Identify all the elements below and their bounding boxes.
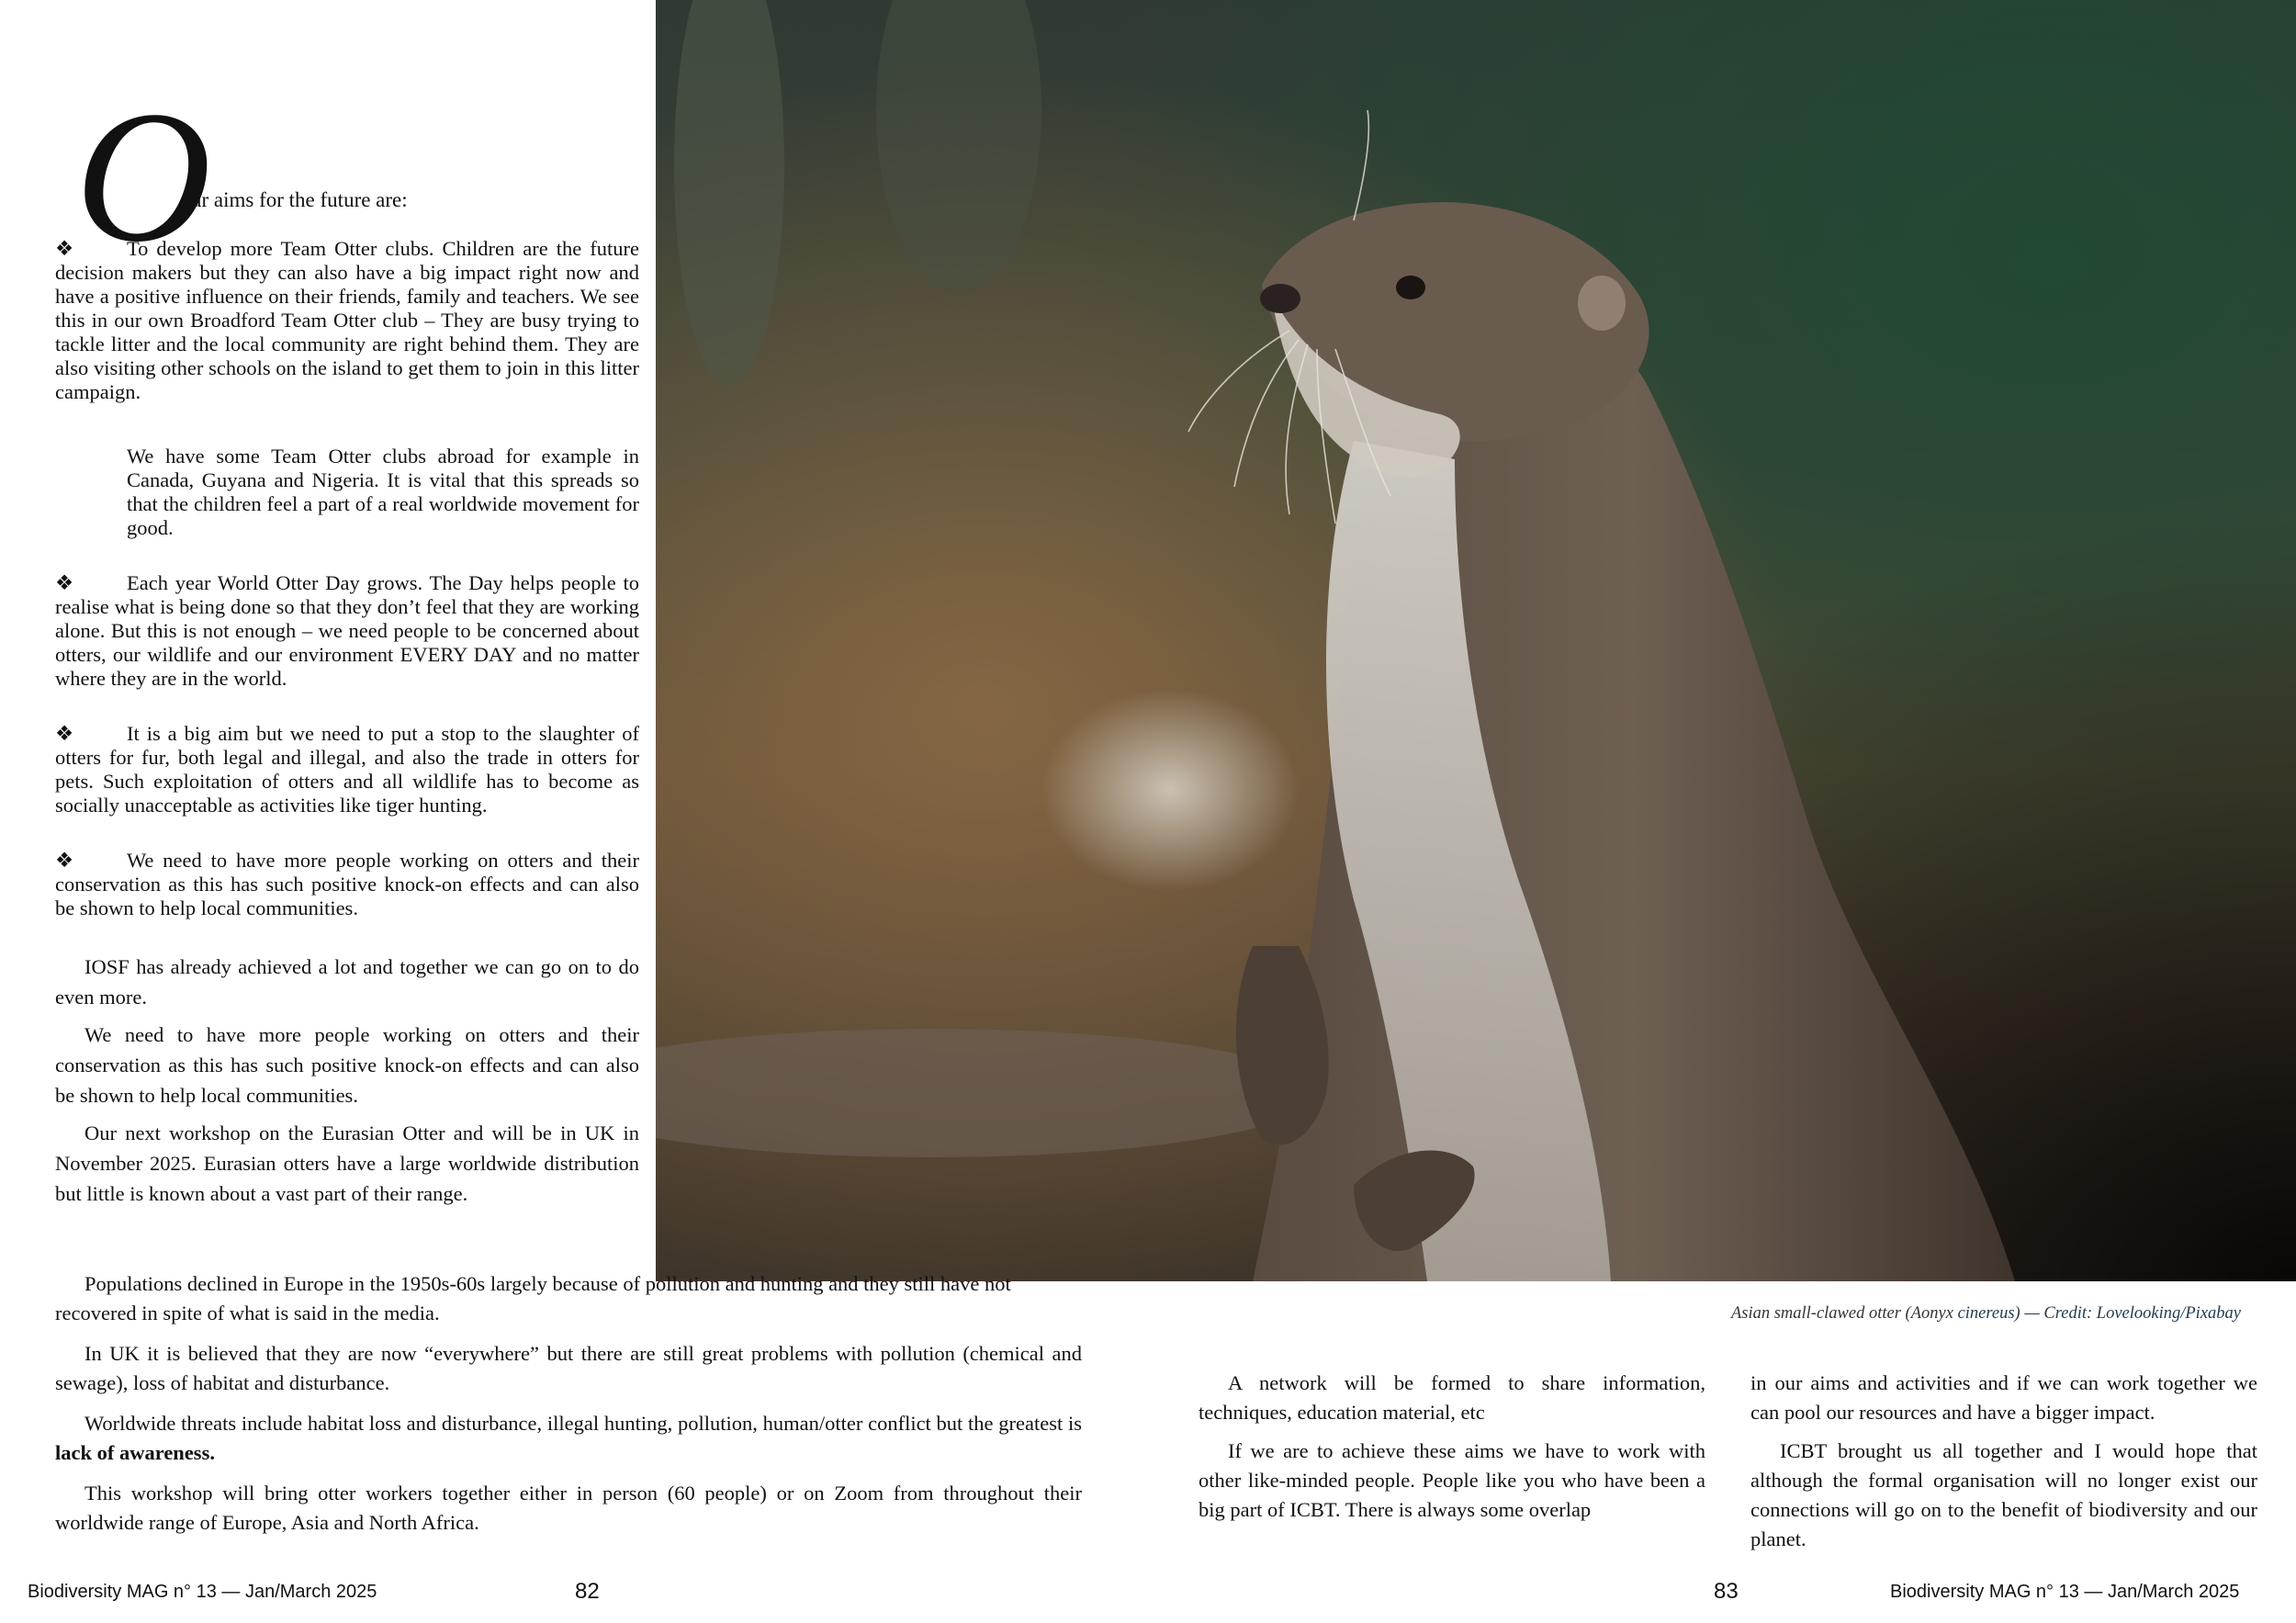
bullet-item: ❖ It is a big aim but we need to put a stop to the slaughter of otters for fur, both legal and illegal, and also the trade in otters for pets. Such exploitation of otters and all wildlife has to become as socially unacceptable as activities like tiger hunting. (55, 722, 639, 817)
bullet-item: ❖ Each year World Otter Day grows. The Day helps people to realise what is being done so that they don’t feel that they are working alone. But this is not enough – we need people to be concerned about otters, our wildlife and our environment EVERY DAY and no matter where they are in the world. (55, 571, 639, 690)
bullet-icon: ❖ (55, 237, 74, 260)
otter-photo (656, 0, 2296, 1281)
emphasis-text: lack of awareness. (55, 1441, 215, 1464)
footer-left-title: Biodiversity MAG n° 13 — Jan/March 2025 (28, 1582, 377, 1602)
body-paragraph: Worldwide threats include habitat loss and disturbance, illegal hunting, pollution, human/otter conflict but the greatest is lack of awareness. (55, 1412, 1082, 1464)
bullet-icon: ❖ (55, 849, 74, 872)
body-paragraph: In UK it is believed that they are now “everywhere” but there are still great problems with pollution (chemical and sewage), loss of habitat and disturbance. (55, 1342, 1082, 1394)
body-paragraph: ICBT brought us all together and I would hope that although the formal organisation will no longer exist our connections will go on to the benefit of biodiversity and our planet. (1750, 1439, 2257, 1550)
otter-illustration (656, 0, 2296, 1281)
body-paragraph: Our next workshop on the Eurasian Otter and will be in UK in November 2025. Eurasian otters have a large worldwide distribution but little is known about a vast part of their range. (55, 1121, 639, 1205)
body-paragraph: This workshop will bring otter workers together either in person (60 people) or on Zoom from throughout their worldwide range of Europe, Asia and North Africa. (55, 1482, 1082, 1534)
bullet-icon: ❖ (55, 722, 74, 745)
body-paragraph: We need to have more people working on otters and their conservation as this has such positive knock-on effects and can also be shown to help local communities. (55, 1023, 639, 1107)
bullet-item: ❖ We need to have more people working on otters and their conservation as this has such positive knock-on effects and can also be shown to help local communities. (55, 849, 639, 919)
bullet-icon: ❖ (55, 571, 74, 594)
page-number-right: 83 (1714, 1579, 1739, 1604)
right-column-2 (1750, 1369, 2257, 1563)
body-paragraph: Populations declined in Europe in the 1950s-60s largely because of pollution and hunting and they still have not recovered in spite of what is said in the media. (55, 1272, 1011, 1324)
bullet-item: ❖ To develop more Team Otter clubs. Children are the future decision makers but they can also have a big impact right now and have a positive influence on their friends, family and teachers. We see this in our own Broadford Team Otter club – They are busy trying to tackle litter and the local community are right behind them. They are also visiting other schools on the island to get them to join in this litter campaign. (55, 237, 639, 403)
wide-text-block (55, 1269, 1082, 1549)
body-paragraph: IOSF has already achieved a lot and together we can go on to do even more. (55, 955, 639, 1009)
right-column-1 (1199, 1369, 1705, 1534)
intro-line: ur aims for the future are: (191, 188, 408, 211)
photo-caption: Asian small-clawed otter (Aonyx cinereus) — Credit: Lovelooking/Pixabay (1730, 1304, 2241, 1323)
left-column (55, 237, 639, 1216)
page-number-left: 82 (575, 1579, 600, 1604)
body-paragraph: A network will be formed to share information, techniques, education material, etc (1199, 1371, 1705, 1424)
body-paragraph: If we are to achieve these aims we have to work with other like-minded people. People like you who have been a big part of ICBT. There is always some overlap (1199, 1439, 1705, 1521)
drop-cap: O (75, 73, 212, 281)
abroad-paragraph: We have some Team Otter clubs abroad for example in Canada, Guyana and Nigeria. It is vital that this spreads so that the children feel a part of a real worldwide movement for good. (127, 445, 639, 539)
footer-right-title: Biodiversity MAG n° 13 — Jan/March 2025 (1890, 1582, 2240, 1602)
body-paragraph: in our aims and activities and if we can work together we can pool our resources and have a bigger impact. (1750, 1371, 2257, 1424)
